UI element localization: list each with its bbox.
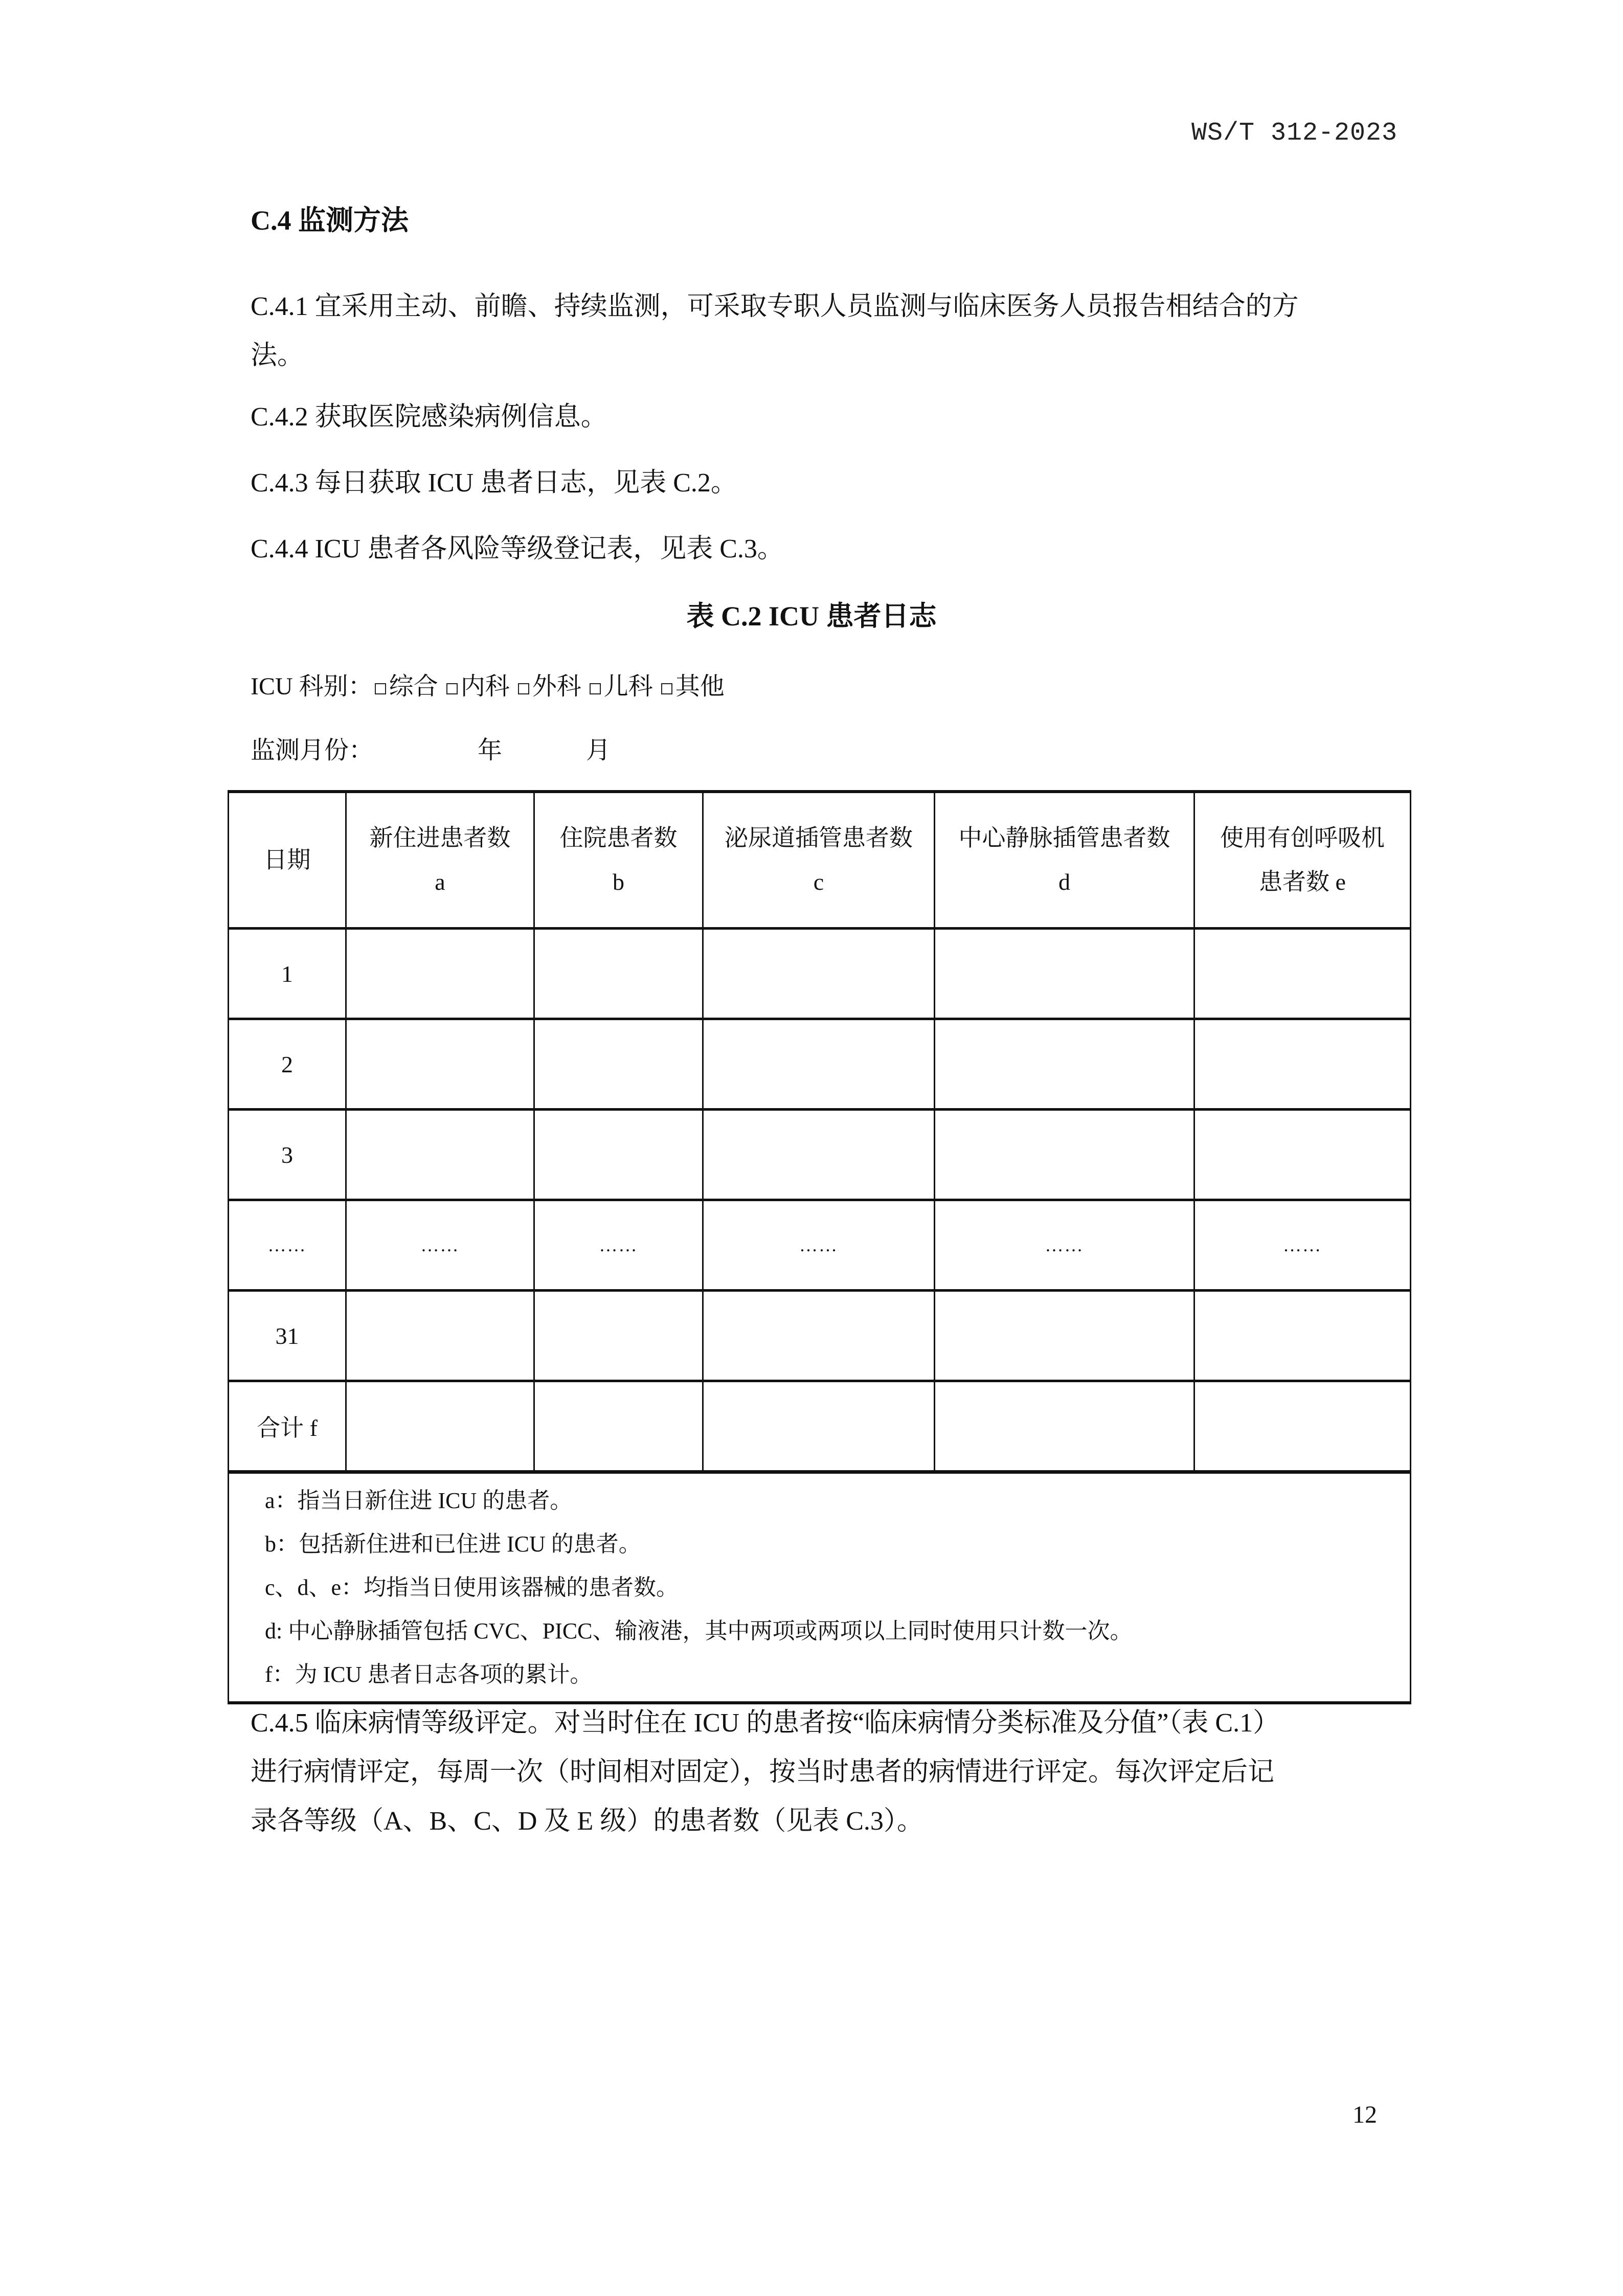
table-row [229,1019,1411,1110]
table-note: a：指当日新住进 ICU 的患者。 [265,1488,573,1513]
table-cell[interactable] [346,929,534,1019]
column-header-central-venous-catheter: 中心静脉插管患者数 d [935,792,1194,929]
table-cell[interactable] [935,1381,1194,1472]
checkbox-icon[interactable] [375,683,386,694]
department-label: ICU 科别： [251,673,373,700]
table-note: d: 中心静脉插管包括 CVC、PICC、输液港，其中两项或两项以上同时使用只计数一次。 [265,1618,1133,1644]
table-cell[interactable] [1194,1110,1411,1200]
department-option: 综合 [389,673,438,700]
ellipsis-cell: …… [534,1200,703,1291]
ellipsis-cell: …… [1194,1200,1411,1291]
paragraph-line: C.4.5 临床病情等级评定。对当时住在 ICU 的患者按“临床病情分类标准及分值”（表 C.1） [251,1708,1280,1738]
monitoring-month [251,730,611,766]
checkbox-icon[interactable] [590,683,601,694]
checkbox-icon[interactable] [661,683,672,694]
table-title: 表 C.2 ICU 患者日志 [686,601,937,632]
table-cell[interactable] [534,1291,703,1381]
table-notes [229,1472,1411,1703]
table-row [229,1291,1411,1381]
month-unit: 月 [586,737,611,764]
table-cell[interactable] [346,1019,534,1110]
checkbox-icon[interactable] [446,683,458,694]
year-unit: 年 [478,737,503,764]
table-row-ellipsis [229,1200,1411,1291]
table-cell[interactable] [534,929,703,1019]
table-cell[interactable] [703,1381,935,1472]
section-heading: C.4 监测方法 [251,205,409,236]
paragraph-c-4-4: C.4.4 ICU 患者各风险等级登记表，见表 C.3。 [251,534,784,564]
table-cell[interactable] [1194,929,1411,1019]
checkbox-icon[interactable] [518,683,529,694]
table-cell[interactable] [935,1291,1194,1381]
table-note: b：包括新住进和已住进 ICU 的患者。 [265,1532,641,1557]
table-cell[interactable] [935,1110,1194,1200]
department-option: 内科 [460,673,510,700]
table-cell[interactable] [534,1110,703,1200]
table-cell[interactable] [346,1381,534,1472]
table-row [229,929,1411,1019]
date-cell: 3 [229,1110,346,1200]
table-cell[interactable] [1194,1019,1411,1110]
month-label: 监测月份： [251,737,374,764]
table-cell[interactable] [1194,1291,1411,1381]
date-cell: 1 [229,929,346,1019]
table-notes-row [229,1472,1411,1703]
table-cell[interactable] [534,1381,703,1472]
table-cell[interactable] [935,1019,1194,1110]
total-label-cell: 合计 f [229,1381,346,1472]
table-cell[interactable] [346,1110,534,1200]
paragraph-line: 法。 [251,341,304,370]
icu-patient-log-table [228,790,1411,1704]
table-cell[interactable] [1194,1381,1411,1472]
date-cell: 31 [229,1291,346,1381]
table-cell[interactable] [534,1019,703,1110]
paragraph-c-4-2: C.4.2 获取医院感染病例信息。 [251,402,607,432]
column-header-date: 日期 [229,792,346,929]
paragraph-c-4-1 [251,282,1406,380]
column-header-ventilator: 使用有创呼吸机 患者数 e [1194,792,1411,929]
table-cell[interactable] [703,1110,935,1200]
table-cell[interactable] [346,1291,534,1381]
column-header-inpatients: 住院患者数 b [534,792,703,929]
paragraph-line: 录各等级（A、B、C、D 及 E 级）的患者数（见表 C.3）。 [251,1807,923,1836]
column-header-urinary-catheter: 泌尿道插管患者数 c [703,792,935,929]
ellipsis-cell: …… [229,1200,346,1291]
table-row-total [229,1381,1411,1472]
table-cell[interactable] [703,1291,935,1381]
table-note: f：为 ICU 患者日志各项的累计。 [265,1662,593,1687]
table-note: c、d、e：均指当日使用该器械的患者数。 [265,1575,679,1600]
department-option: 儿科 [603,673,653,700]
ellipsis-cell: …… [935,1200,1194,1291]
table-cell[interactable] [703,929,935,1019]
ellipsis-cell: …… [703,1200,935,1291]
paragraph-line: 进行病情评定，每周一次（时间相对固定），按当时患者的病情进行评定。每次评定后记 [251,1758,1275,1787]
date-cell: 2 [229,1019,346,1110]
paragraph-c-4-5 [251,1699,1406,1846]
column-header-new-admissions: 新住进患者数 a [346,792,534,929]
paragraph-c-4-3: C.4.3 每日获取 ICU 患者日志，见表 C.2。 [251,468,737,498]
department-selector [251,666,725,702]
table-header-row [229,792,1411,929]
table-row [229,1110,1411,1200]
table-cell[interactable] [935,929,1194,1019]
paragraph-line: C.4.1 宜采用主动、前瞻、持续监测，可采取专职人员监测与临床医务人员报告相结合的方 [251,292,1299,321]
department-option: 外科 [532,673,581,700]
table-cell[interactable] [703,1019,935,1110]
department-option: 其他 [675,673,725,700]
ellipsis-cell: …… [346,1200,534,1291]
standard-code: WS/T 312-2023 [1191,119,1398,148]
page-number: 12 [1352,2101,1377,2128]
